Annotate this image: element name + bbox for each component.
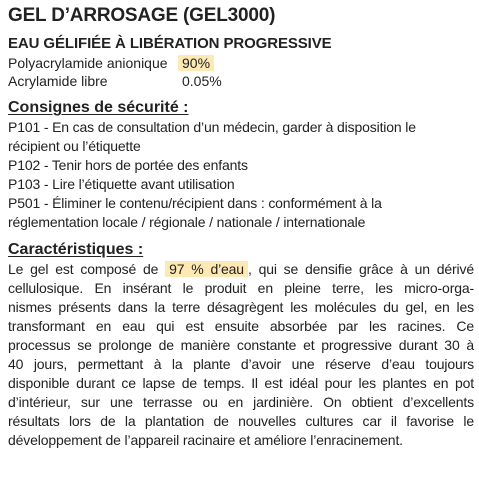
paragraph-line <box>8 260 474 279</box>
composition-name: Polyacrylamide anionique <box>8 55 168 71</box>
paragraph-line: résultats lors de la plantation de nouvelles cultures car il favorise le <box>8 413 474 429</box>
product-subtitle: EAU GÉLIFIÉE À LIBÉRATION PROGRESSIVE <box>8 35 332 52</box>
paragraph-text: , qui se densifie grâce à un dérivé <box>247 261 474 277</box>
paragraph-line: nismes présents dans la terre désagrègent les molécules du gel, en les <box>8 299 474 315</box>
safety-line: P501 - Éliminer le contenu/récipient dans : conformément à la <box>8 195 382 211</box>
safety-line: P101 - En cas de consultation d’un médecin, garder à disposition le <box>8 119 416 135</box>
paragraph-line: cellulosique. En insérant le produit en pleine terre, les micro-orga- <box>8 280 474 296</box>
composition-row <box>8 54 474 72</box>
paragraph-line: développement de l’appareil racinaire et améliore l’enracinement. <box>8 432 403 448</box>
composition-value-highlighted: 90% <box>178 55 214 71</box>
paragraph-line: transformant en eau qui est ensuite absorbée par les racines. Ce <box>8 318 474 334</box>
characteristics-heading: Caractéristiques : <box>8 241 144 258</box>
safety-heading: Consignes de sécurité : <box>8 99 189 116</box>
safety-line: P102 - Tenir hors de portée des enfants <box>8 157 248 173</box>
paragraph-line: processus se prolonge de manière constante et progressive durant 30 à <box>8 337 474 353</box>
paragraph-line: disponible durant ce lapse de temps. Il est idéal pour les plantes en pot <box>8 375 474 391</box>
safety-statements <box>8 118 474 232</box>
paragraph-text: Le gel est composé de <box>8 261 166 277</box>
safety-line: réglementation locale / régionale / nationale / internationale <box>8 214 366 230</box>
safety-line: P103 - Lire l’étiquette avant utilisation <box>8 176 235 192</box>
composition-row <box>8 72 474 90</box>
composition-list <box>8 54 474 90</box>
safety-line: récipient ou l’étiquette <box>8 138 141 154</box>
product-title: GEL D’ARROSAGE (GEL3000) <box>8 5 276 26</box>
water-percentage-highlight: 97 % d’eau <box>165 261 248 277</box>
product-label <box>8 4 474 450</box>
composition-value: 0.05% <box>182 73 222 89</box>
composition-name: Acrylamide libre <box>8 73 108 89</box>
characteristics-paragraph <box>8 260 474 450</box>
paragraph-line: d’intérieur, sur une terrasse ou en jardinière. On obtient d’excellents <box>8 394 474 410</box>
paragraph-line: 40 jours, permettant à la plante d’avoir une réserve d’eau toujours <box>8 356 474 372</box>
